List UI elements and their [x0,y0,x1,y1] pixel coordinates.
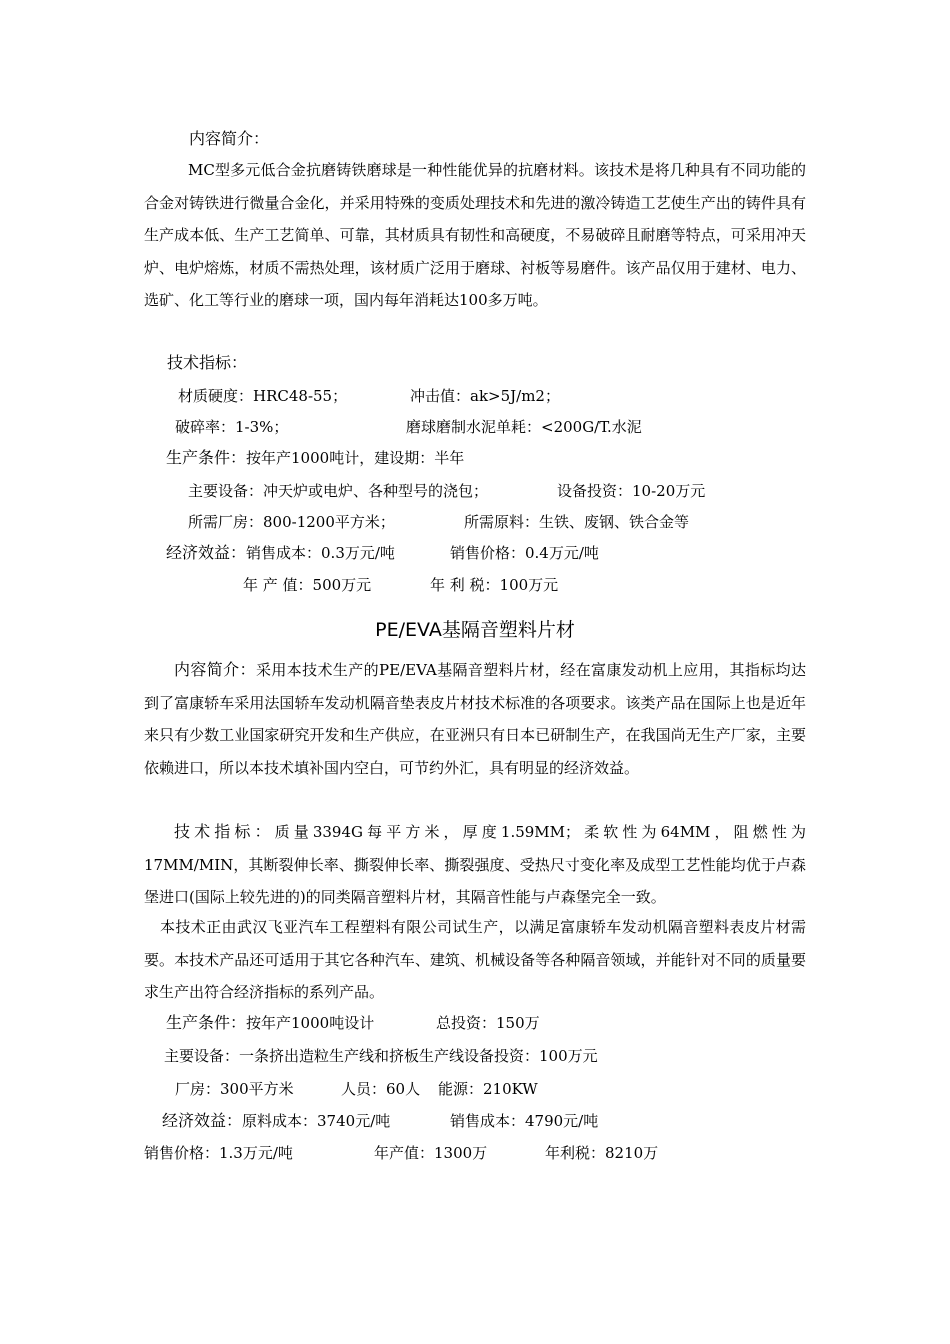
plant-text-2: 厂房：300平方米 [175,1080,294,1098]
intro-paragraph-2 [144,654,806,784]
tech-heading: 技术指标： [167,353,248,372]
impact-text: 冲击值：ak>5J/m2； [410,387,560,405]
investment-text: 设备投资：10-20万元 [557,482,706,500]
raw-cost-text: 原料成本：3740元/吨 [242,1112,391,1130]
output-text-2: 年产值：1300万 [374,1144,488,1162]
economics-heading: 经济效益： [166,543,247,562]
conditions-text-2: 按年产1000吨设计 [246,1014,375,1032]
price-text: 销售价格：0.4万元/吨 [450,544,599,562]
intro-paragraph: MC型多元低合金抗磨铸铁磨球是一种性能优异的抗磨材料。该技术是将几种具有不同功能的合金对铸铁进行微量合金化，并采用特殊的变质处理技术和先进的激冷铸造工艺使生产出的铸件具有生产成本低、生产工艺简单、可靠，其材质具有韧性和高硬度，不易破碎且耐磨等特点，可采用冲天炉、电炉熔炼，材质不需热处理，该材质广泛用于磨球、衬板等易磨件。该产品仅用于建材、电力、选矿、化工等行业的磨球一项，国内每年消耗达100多万吨。 [144,161,806,309]
conditions-heading: 生产条件： [166,448,247,467]
economics-line [166,542,395,564]
equipment-text-2: 主要设备：一条挤出造粒生产线和挤板生产线设备投资：100万元 [164,1047,598,1065]
intro-heading: 内容简介： [189,129,270,148]
economics-line-2 [162,1110,390,1132]
tax-text-2: 年利税：8210万 [545,1144,659,1162]
output-text: 年 产 值：500万元 [243,576,372,594]
conditions-heading-2: 生产条件： [166,1013,247,1032]
breakage-text: 破碎率：1-3%； [175,418,289,436]
conditions-text: 按年产1000吨计，建设期：半年 [246,449,465,467]
tech-paragraph-2 [144,816,806,914]
tax-text: 年 利 税：100万元 [430,576,559,594]
intro-heading-2: 内容简介： [174,660,256,679]
sales-cost-text: 销售成本：4790元/吨 [450,1112,599,1130]
price-text-2: 销售价格：1.3万元/吨 [144,1144,293,1162]
section-title: PE/EVA基隔音塑料片材 [375,619,575,641]
staff-text: 人员：60人 [341,1080,421,1098]
conditions-line-2 [166,1012,374,1034]
plant-text: 所需厂房：800-1200平方米； [188,513,395,531]
tech-text-2: 质量3394G每平方米，厚度1.59MM；柔软性为64MM，阻燃性为17MM/MIN，其断裂伸长率、撕裂伸长率、撕裂强度、受热尺寸变化率及成型工艺性能均优于卢森堡进口(国际上较先进的)的同类隔音塑料片材，其隔音性能与卢森堡完全一致。 [144,823,806,906]
materials-text: 所需原料：生铁、废钢、铁合金等 [464,513,690,531]
tech-heading-2: 技术指标： [174,822,275,841]
trial-paragraph: 本技术正由武汉飞亚汽车工程塑料有限公司试生产，以满足富康轿车发动机隔音塑料表皮片材需要。本技术产品还可适用于其它各种汽车、建筑、机械设备等各种隔音领域，并能针对不同的质量要求生产出符合经济指标的系列产品。 [144,918,806,1001]
energy-text: 能源：210KW [438,1080,538,1098]
hardness-text: 材质硬度：HRC48-55； [178,387,348,405]
total-investment-text: 总投资：150万 [436,1014,540,1032]
consumption-text: 磨球磨制水泥单耗：<200G/T.水泥 [406,418,642,436]
conditions-line [166,447,464,469]
economics-heading-2: 经济效益： [162,1111,243,1130]
equipment-text: 主要设备：冲天炉或电炉、各种型号的浇包； [188,482,489,500]
intro-text-2: 采用本技术生产的PE/EVA基隔音塑料片材，经在富康发动机上应用，其指标均达到了富康轿车采用法国轿车发动机隔音垫表皮片材技术标准的各项要求。该类产品在国际上也是近年来只有少数工业国家研究开发和生产供应，在亚洲只有日本已研制生产，在我国尚无生产厂家，主要依赖进口，所以本技术填补国内空白，可节约外汇，具有明显的经济效益。 [144,661,806,777]
cost-text: 销售成本：0.3万元/吨 [246,544,395,562]
